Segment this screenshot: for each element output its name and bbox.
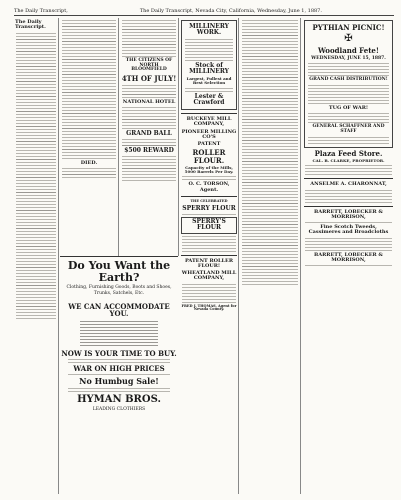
clarke-heading: CAL. B. CLARKE, PROPRIETOR.	[312, 158, 385, 164]
died-heading: DIED.	[80, 160, 98, 166]
date-heading: WEDNESDAY, JUNE 15, 1887.	[311, 55, 386, 61]
roller-flour-heading: ROLLER FLOUR.	[192, 148, 226, 165]
torson-heading: O. C. TORSON, Agent.	[188, 181, 230, 193]
column-2-text	[62, 20, 116, 159]
patent-heading: PATENT	[197, 141, 221, 148]
thomas-heading: FRED J. THOMAS, Agent for Nevada County.	[181, 303, 237, 312]
price-list	[80, 321, 158, 346]
woodland-fete-heading: Woodland Fete!	[318, 46, 379, 56]
citizens-heading: THE CITIZENS OF NORTH BLOOMFIELD	[125, 58, 173, 73]
column-1-title: The Daily Transcript.	[15, 19, 46, 31]
millinery-work-heading: MILLINERY WORK.	[189, 23, 229, 37]
column-4	[180, 18, 239, 494]
barrett-heading-1: BARRETT, LOBECKER & MORRISON,	[314, 208, 383, 220]
column-5	[240, 18, 301, 494]
war-heading: WAR ON HIGH PRICES	[73, 364, 165, 374]
hyman-bros-heading: HYMAN BROS.	[77, 393, 161, 405]
reward-heading: $500 REWARD	[124, 147, 174, 155]
stock-millinery-heading: Stock of MILLINERY	[189, 61, 229, 75]
tweeds-heading: Fine Scotch Tweeds, Cassimeres and Broadcloths	[308, 224, 389, 236]
charonnat-heading: ANSELME A. CHARONNAT,	[310, 181, 387, 188]
masthead-left: The Daily Transcript,	[14, 7, 68, 14]
capacity-heading: Capacity of the Mills, 5000 Barrels Per Day.	[184, 165, 234, 175]
column-1-text	[16, 33, 56, 319]
accommodate-heading: WE CAN ACCOMMODATE YOU.	[68, 302, 170, 319]
barrett-heading-2: BARRETT, LOBECKER & MORRISON,	[314, 251, 383, 263]
millinery-ad	[181, 20, 237, 110]
national-hotel-heading: NATIONAL HOTEL	[122, 98, 176, 105]
column-6	[303, 18, 394, 494]
hyman-bros-ad	[60, 256, 178, 495]
no-humbug-heading: No Humbug Sale!	[79, 376, 159, 387]
column-3	[120, 18, 179, 256]
fourth-july-heading: 4TH OF JULY!	[121, 74, 177, 84]
pioneer-milling-heading: PIONEER MILLING CO'S	[181, 128, 237, 140]
lester-crawford-heading: Lester & Crawford	[193, 92, 225, 106]
pythian-picnic-ad	[304, 20, 393, 148]
sperrys-flour-logo: SPERRY'S FLOUR	[181, 217, 237, 234]
schaffner-heading: GENERAL SCHAFFNER AND STAFF	[312, 124, 385, 135]
grand-ball-heading: GRAND BALL	[126, 129, 172, 137]
clothing-line: Clothing, Furnishing Goods, Boots and Shoes, Trunks, Satchels, Etc.	[66, 285, 172, 297]
cash-distribution-heading: GRAND CASH DISTRIBUTION!	[309, 77, 388, 83]
emblem-icon: ✠	[344, 33, 353, 45]
column-1	[14, 18, 59, 494]
pythian-picnic-heading: PYTHIAN PICNIC!	[312, 23, 385, 32]
plaza-feed-heading: Plaza Feed Store.	[314, 148, 383, 158]
selection-heading: Largest, Fullest and Best Selection	[186, 76, 232, 86]
leading-clothiers: LEADING CLOTHIERS	[92, 407, 146, 413]
patent-roller-heading: PATENT ROLLER FLOUR!	[184, 257, 234, 269]
masthead	[14, 6, 394, 16]
wheatland-heading: WHEATLAND MILL COMPANY,	[181, 270, 237, 282]
want-earth-heading: Do You Want the Earth?	[67, 259, 171, 284]
celebrated-heading: THE CELEBRATED	[190, 198, 228, 203]
buckeye-mill-heading: BUCKEYE MILL COMPANY,	[186, 116, 232, 128]
time-to-buy-heading: NOW IS YOUR TIME TO BUY.	[61, 348, 177, 358]
tug-of-war-heading: TUG OF WAR!	[328, 105, 369, 112]
sperry-flour-heading: SPERRY FLOUR	[182, 204, 236, 212]
masthead-center: The Daily Transcript, Nevada City, California, Wednesday, June 1, 1887.	[139, 7, 322, 14]
